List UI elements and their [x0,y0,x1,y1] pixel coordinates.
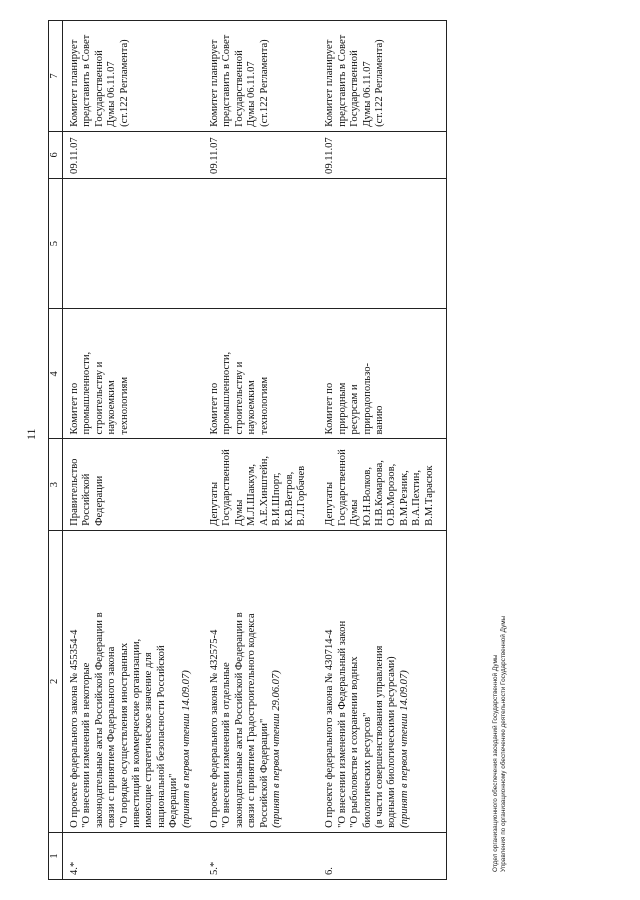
table-row [318,21,446,880]
bill-name-line: (в части совершенствования управления [373,645,385,828]
column-header-5: 5 [49,178,63,308]
initiator-line: К.В.Ветров, [283,471,295,526]
committee-line: ванию [373,405,385,435]
initiator [63,439,204,530]
committee-line: природным [336,382,348,435]
committee-line: природопользо- [361,362,373,435]
agenda-table [48,20,447,880]
status-cell [63,21,204,132]
initiator-line: В.А.Пехтин, [411,469,423,526]
status-line: Думы 06.11.07 [106,61,118,127]
row-number: 5.* [203,832,318,879]
status-line: Думы 06.11.07 [361,61,373,127]
responsible-committee [318,309,446,439]
initiator-line: Ю.Н.Волков, [361,466,373,526]
status-line: (ст.122 Регламента) [373,39,385,127]
bill-description [203,530,318,832]
bill-name-line: имеющие стратегическое значение для [143,652,155,828]
initiator-line: Федерации [93,475,105,526]
column-header-6: 6 [49,131,63,178]
initiator-line: Правительство [69,458,80,526]
bill-name-line: инвестиций в коммерческие организации, [131,638,143,828]
reading-note: (принят в первом чтении 14.09.07) [180,670,192,828]
column-5-cell [203,178,318,308]
initiator-line: А.Е.Хинштейн, [258,455,270,526]
table-row [203,21,318,880]
bill-title: О проекте федерального закона № 432575-4 [209,629,221,828]
status-line: Государственной [349,50,361,127]
initiator-line: Российской [81,473,93,526]
column-5-cell [318,178,446,308]
initiator [318,439,446,530]
column-header-3: 3 [49,439,63,530]
row-number: 4.* [63,832,204,879]
status-line: Государственной [233,50,245,127]
bill-name-line: связи с принятием Градостроительного кодекса [246,613,258,828]
initiator-line: Государственной [336,449,348,526]
footer-line: Управления по организационному обеспечению деятельности Государственной Думы [500,615,507,872]
initiator-line: М.Л.Шаккум, [246,463,258,526]
responsible-committee [63,309,204,439]
status-line: Государственной [93,50,105,127]
initiator-line: В.М.Резник, [398,470,410,526]
bill-description [63,530,204,832]
status-line: Комитет планирует [209,39,221,127]
committee-line: наукоемким [106,380,118,435]
bill-name-line: "О порядке осуществления иностранных [118,642,130,828]
status-line: (ст.122 Регламента) [118,39,130,127]
status-line: Думы 06.11.07 [246,61,258,127]
page-number: 11 [24,428,38,440]
status-line: представить в Совет [81,34,93,127]
initiator-line: Депутаты [324,481,336,526]
initiator-line: Депутаты [209,481,221,526]
row-number: 6. [318,832,446,879]
status-line: представить в Совет [221,34,233,127]
initiator-line: В.И.Шпорт, [271,472,283,526]
status-line: Комитет планирует [69,39,80,127]
bill-title: О проекте федерального закона № 455354-4 [69,629,80,828]
bill-name-line: законодательные акты Российской Федерации в [233,612,245,828]
bill-name-line: "О внесении изменений в некоторые [81,662,93,828]
initiator-line: В.М.Тарасюк [423,465,435,526]
date-cell: 09.11.07 [63,131,204,178]
bill-name-line: "О внесении изменений в отдельные [221,662,233,828]
committee-line: ресурсам и [349,384,361,435]
initiator-line: В.Л.Горбачев [295,465,307,526]
bill-name-line: "О внесении изменений в Федеральный закон [336,620,348,828]
bill-name-line: "О рыболовстве и сохранении водных [349,656,361,828]
column-header-4: 4 [49,309,63,439]
table-row [63,21,204,880]
initiator-line: Думы [233,499,245,526]
committee-line: Комитет по [324,382,336,435]
committee-line: промышленности, [81,351,93,435]
date-cell: 09.11.07 [318,131,446,178]
initiator [203,439,318,530]
reading-note: (принят в первом чтении 14.09.07) [398,670,410,828]
initiator-line: Н.В.Комарова, [373,460,385,526]
committee-line: строительству и [93,361,105,435]
table-header-row [49,21,63,880]
column-header-7: 7 [49,21,63,132]
committee-line: Комитет по [69,382,80,435]
column-5-cell [63,178,204,308]
bill-description [318,530,446,832]
date-cell: 09.11.07 [203,131,318,178]
footer-line: Отдел организационного обеспечения заседаний Государственной Думы [492,654,499,872]
bill-title: О проекте федерального закона № 430714-4 [324,629,336,828]
bill-name-line: законодательные акты Российской Федерации в [93,612,105,828]
committee-line: наукоемким [246,380,258,435]
committee-line: строительству и [233,361,245,435]
status-cell [318,21,446,132]
initiator-line: Думы [349,499,361,526]
reading-note: (принят в первом чтении 29.06.07) [271,670,283,828]
bill-name-line: национальной безопасности Российской [155,645,167,828]
committee-line: технологиям [118,376,130,435]
column-header-2: 2 [49,530,63,832]
status-line: представить в Совет [336,34,348,127]
column-header-1: 1 [49,832,63,879]
committee-line: промышленности, [221,351,233,435]
committee-line: технологиям [258,376,270,435]
responsible-committee [203,309,318,439]
status-cell [203,21,318,132]
footer [492,616,508,872]
bill-name-line: Федерации" [168,773,180,828]
committee-line: Комитет по [209,382,221,435]
status-line: Комитет планирует [324,39,336,127]
bill-name-line: Российской Федерации" [258,718,270,828]
status-line: (ст.122 Регламента) [258,39,270,127]
bill-name-line: связи с принятием Федерального закона [106,646,118,828]
bill-name-line: водными биологическими ресурсами) [386,656,398,828]
initiator-line: Государственной [221,449,233,526]
document-page [20,20,580,880]
bill-name-line: биологических ресурсов" [361,712,373,828]
initiator-line: О.В.Морозов, [386,463,398,526]
